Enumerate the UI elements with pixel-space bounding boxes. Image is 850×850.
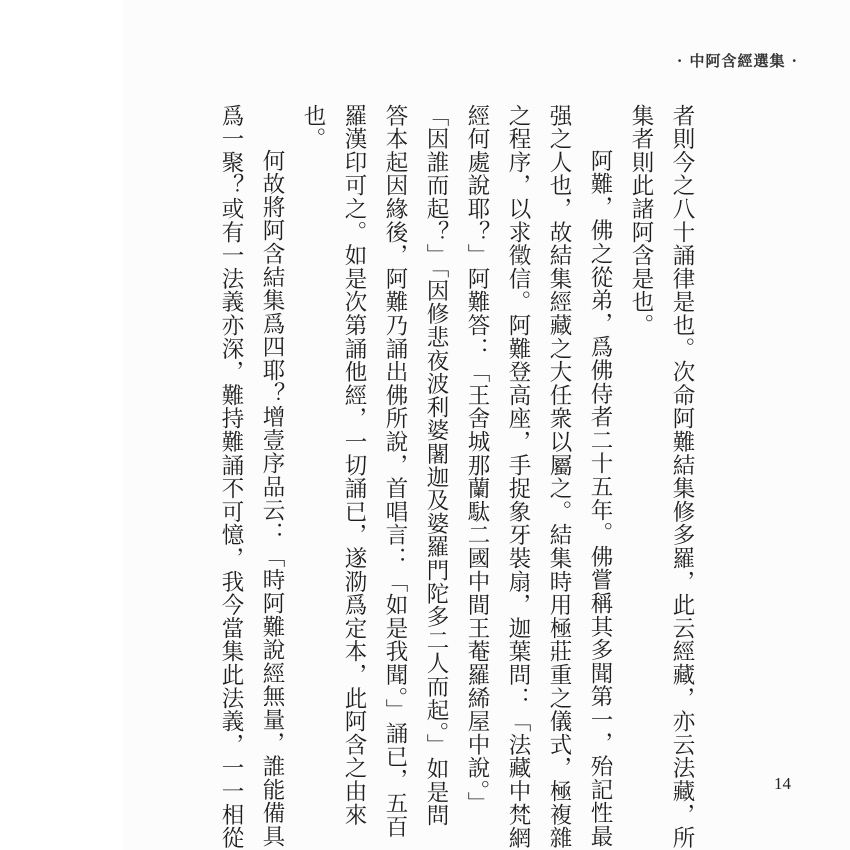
text-column: 之程序，以求徵信。阿難登高座，手捉象牙裝扇，迦葉問：「法藏中梵網 [505, 104, 531, 850]
text-column: 爲一聚？或有一法義亦深，難持難誦不可憶，我今當集此法義，一一相從 [218, 104, 244, 850]
running-header-title: · 中阿含經選集 · [677, 52, 798, 70]
text-column: 答本起因緣後，阿難乃誦出佛所說，首唱言：「如是我聞。」誦已，五百 [382, 104, 408, 839]
text-column-paragraph-start: 阿難，佛之從弟，爲佛侍者二十五年。佛嘗稱其多聞第一，殆記性最 [587, 149, 613, 848]
book-page [122, 0, 850, 850]
text-column: 集者則此諸阿含是也。 [628, 104, 654, 337]
text-column: 經何處說耶？」阿難答：「王舍城那蘭駄二國中間王菴羅絺屋中說。」 [464, 104, 490, 816]
vertical-text-body [210, 104, 702, 850]
text-column: 「因誰而起？」「因修悲夜波利婆闍迦及婆羅門陀多二人而起。」如是問 [423, 104, 449, 828]
text-column: 羅漢印可之。如是次第誦他經，一切誦已，遂泐爲定本，此阿含之由來 [341, 104, 367, 827]
text-column: 也。 [300, 104, 326, 151]
text-column: 强之人也，故結集經藏之大任衆以屬之。結集時用極莊重之儀式，極複雜 [546, 104, 572, 850]
text-column-paragraph-start: 何故將阿含結集爲四耶？增壹序品云：「時阿難說經無量，誰能備具 [259, 149, 285, 848]
page-number: 14 [774, 774, 791, 793]
text-column: 者則今之八十誦律是也。次命阿難結集修多羅，此云經藏，亦云法藏，所 [669, 104, 695, 850]
